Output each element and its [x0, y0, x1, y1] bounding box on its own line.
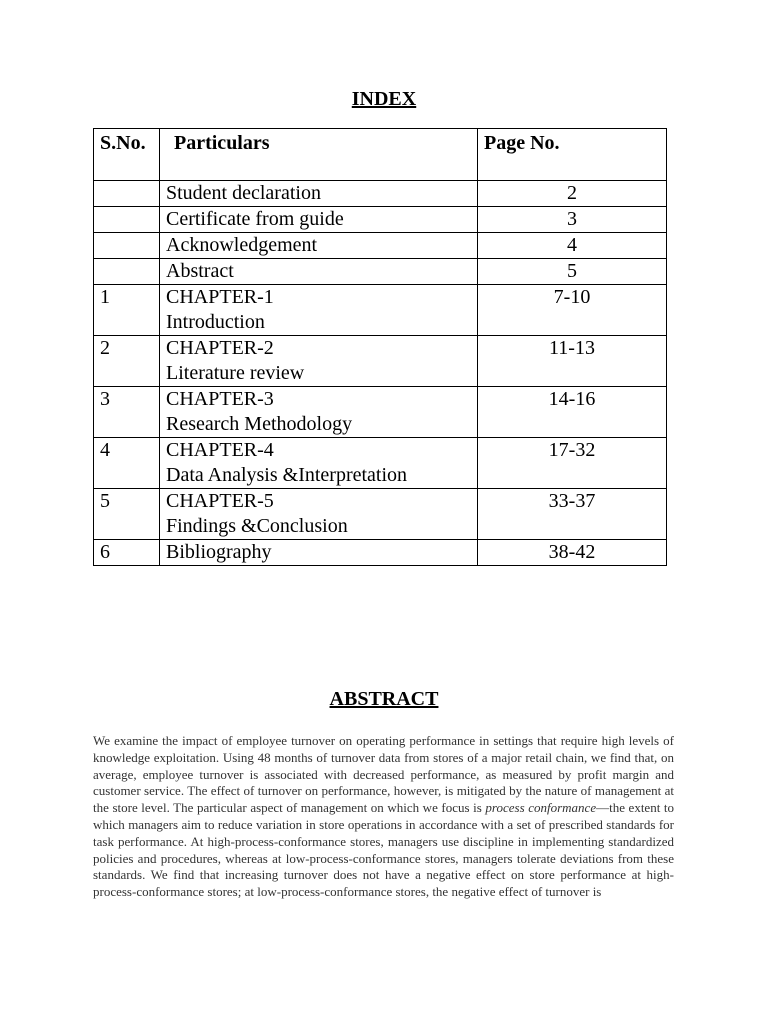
table-row — [94, 259, 667, 285]
particulars-cell — [160, 181, 478, 207]
table-row — [94, 387, 667, 438]
particulars-cell — [160, 438, 478, 489]
particulars-line1: CHAPTER-1 — [166, 286, 274, 308]
particulars-line1: CHAPTER-4 — [166, 439, 274, 461]
page-cell: 38-42 — [478, 540, 667, 566]
particulars-line1: Certificate from guide — [166, 208, 344, 230]
particulars-cell — [160, 259, 478, 285]
particulars-line1: Acknowledgement — [166, 234, 318, 256]
particulars-cell — [160, 540, 478, 566]
page-cell: 2 — [478, 181, 667, 207]
sno-cell — [94, 259, 160, 285]
page-header: Page No. — [478, 129, 667, 181]
particulars-cell — [160, 336, 478, 387]
page-cell: 3 — [478, 207, 667, 233]
sno-cell: 5 — [94, 489, 160, 540]
table-row — [94, 438, 667, 489]
particulars-header: Particulars — [160, 129, 478, 181]
abstract-heading: ABSTRACT — [329, 688, 439, 710]
table-row — [94, 489, 667, 540]
abstract-body — [93, 733, 674, 901]
index-heading: INDEX — [351, 88, 417, 110]
particulars-line2: Research Methodology — [166, 413, 353, 435]
particulars-cell — [160, 489, 478, 540]
page-cell: 7-10 — [478, 285, 667, 336]
particulars-line1: Bibliography — [166, 541, 272, 563]
particulars-line2: Literature review — [166, 362, 305, 384]
table-row — [94, 181, 667, 207]
particulars-cell — [160, 285, 478, 336]
page-cell: 4 — [478, 233, 667, 259]
page-cell: 5 — [478, 259, 667, 285]
table-header-row — [94, 129, 667, 181]
particulars-line1: Student declaration — [166, 182, 321, 204]
particulars-line2: Introduction — [166, 311, 265, 333]
page-cell: 11-13 — [478, 336, 667, 387]
page-cell: 33-37 — [478, 489, 667, 540]
sno-header: S.No. — [94, 129, 160, 181]
particulars-line1: CHAPTER-5 — [166, 490, 274, 512]
sno-cell — [94, 207, 160, 233]
sno-cell: 1 — [94, 285, 160, 336]
particulars-cell — [160, 233, 478, 259]
index-table — [93, 128, 667, 566]
sno-cell — [94, 181, 160, 207]
table-row — [94, 207, 667, 233]
table-row — [94, 285, 667, 336]
page-cell: 14-16 — [478, 387, 667, 438]
particulars-line2: Data Analysis &Interpretation — [166, 464, 408, 486]
particulars-line1: Abstract — [166, 260, 234, 282]
particulars-line1: CHAPTER-3 — [166, 388, 274, 410]
sno-cell: 6 — [94, 540, 160, 566]
abstract-emphasis: process conformance — [485, 800, 597, 816]
table-row — [94, 540, 667, 566]
sno-cell — [94, 233, 160, 259]
particulars-line1: CHAPTER-2 — [166, 337, 274, 359]
particulars-line2: Findings &Conclusion — [166, 515, 348, 537]
table-row — [94, 336, 667, 387]
sno-cell: 4 — [94, 438, 160, 489]
abstract-text-after: —the extent to which managers aim to reduce variation in store operations in accordance with a set of prescribed standards for task performance. At high-process-conformance stores, managers use discipline in implementing standardized policies and procedures, whereas at low-process-conformance stores, managers tolerate deviations from these standards. We find that increasing turnover does not have a negative effect on store performance at high-process-conformance stores; at low-process-conformance stores, the negative effect of turnover is — [93, 800, 674, 900]
sno-cell: 3 — [94, 387, 160, 438]
particulars-cell — [160, 207, 478, 233]
sno-cell: 2 — [94, 336, 160, 387]
page-cell: 17-32 — [478, 438, 667, 489]
particulars-cell — [160, 387, 478, 438]
table-row — [94, 233, 667, 259]
abstract-text-before: We examine the impact of employee turnover on operating performance in settings that require high levels of knowledge exploitation. Using 48 months of turnover data from stores of a major retail chain, we find that, on average, employee turnover is associated with decreased performance, as measured by profit margin and customer service. The effect of turnover on performance, however, is mitigated by the nature of management at the store level. The particular aspect of management on which we focus is — [93, 733, 674, 816]
